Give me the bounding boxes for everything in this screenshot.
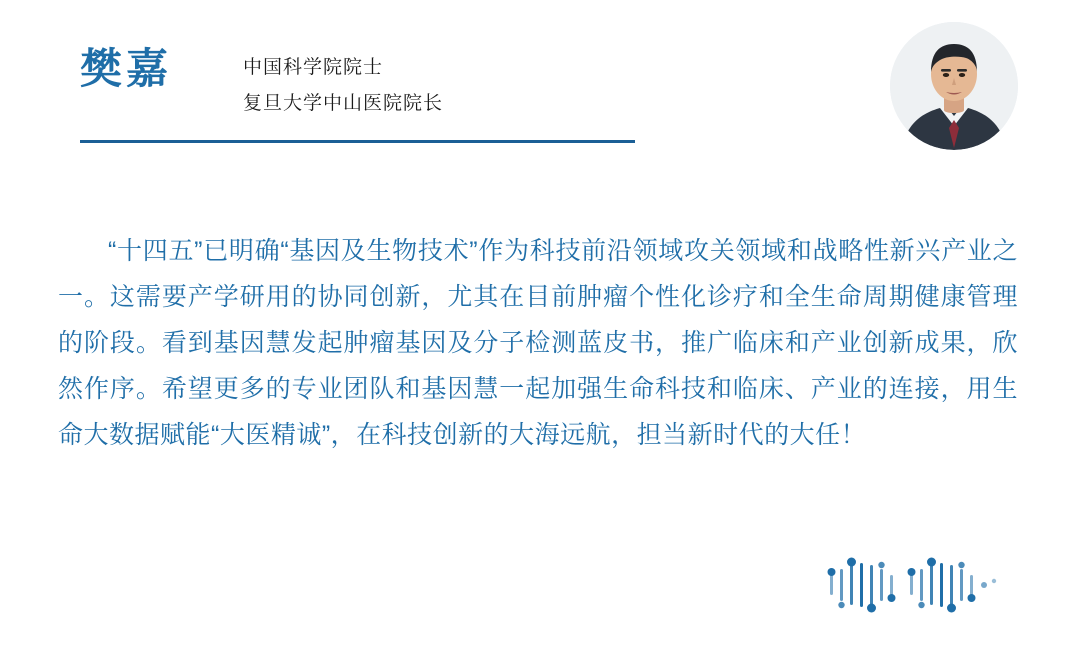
person-title-1: 中国科学院院士 [243, 57, 384, 78]
person-name: 樊嘉 [80, 45, 173, 92]
avatar [890, 22, 1018, 150]
header-divider [80, 140, 635, 143]
person-titles [243, 50, 443, 122]
person-title-2: 复旦大学中山医院院长 [243, 93, 444, 114]
header [0, 0, 1080, 190]
dna-helix-icon [822, 555, 1002, 615]
foreword-paragraph: “十四五”已明确“基因及生物技术”作为科技前沿领域攻关领域和战略性新兴产业之一。这需要产学研用的协同创新，尤其在目前肿瘤个性化诊疗和全生命周期健康管理的阶段。看到基因慧发起肿瘤基因及分子检测蓝皮书，推广临床和产业创新成果，欣然作序。希望更多的专业团队和基因慧一起加强生命科技和临床、产业的连接，用生命大数据赋能“大医精诚”，在科技创新的大海远航，担当新时代的大任！ [58, 237, 1018, 449]
